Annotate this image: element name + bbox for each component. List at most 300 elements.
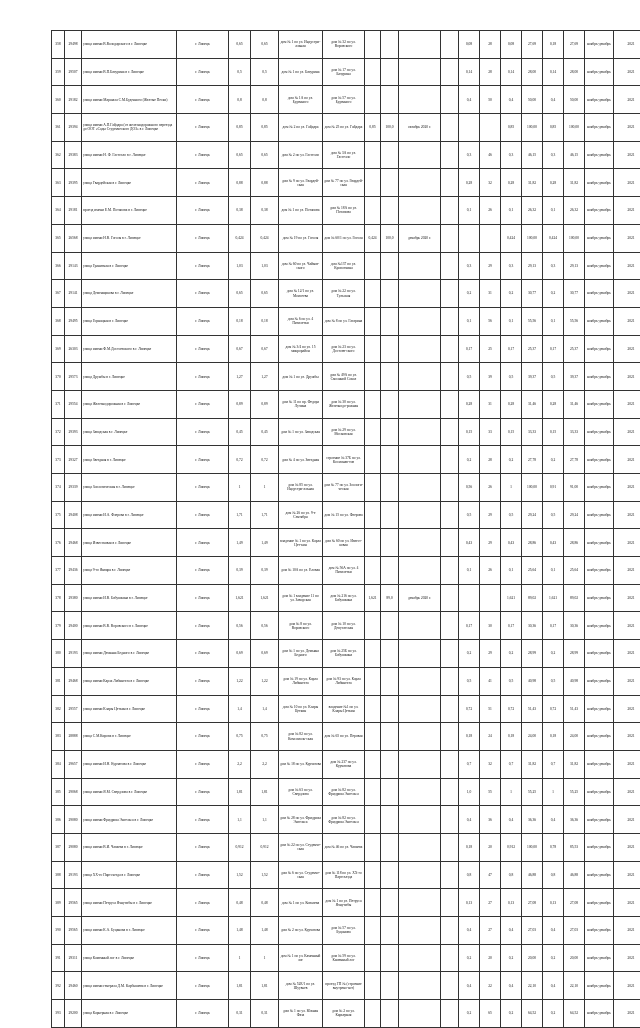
- table-cell: дом № 60 по ул. Чайков-ского: [279, 252, 323, 280]
- table-cell: 1,48: [251, 917, 279, 945]
- table-cell: [381, 750, 399, 778]
- table-cell: 0,3: [543, 252, 564, 280]
- table-cell: [441, 667, 459, 695]
- table-cell: [441, 418, 459, 446]
- table-cell: [381, 363, 399, 391]
- table-cell: 22,10: [564, 972, 585, 1000]
- table-cell: [381, 833, 399, 861]
- table-cell: улица Горнацкая в г. Липецке: [82, 307, 177, 335]
- table-cell: 29143: [65, 252, 82, 280]
- table-cell: [441, 806, 459, 834]
- table-cell: 0,45: [229, 418, 251, 446]
- table-cell: 0,4: [543, 917, 564, 945]
- table-cell: ноябрь-декабрь: [585, 889, 614, 917]
- table-cell: 0,3: [543, 141, 564, 169]
- table-cell: 2021: [614, 750, 640, 778]
- table-cell: 0,7: [543, 750, 564, 778]
- table-cell: 1,1: [251, 806, 279, 834]
- table-cell: 0,38: [251, 197, 279, 225]
- table-cell: дом № 60/1 по ул. Гоголя: [323, 224, 365, 252]
- table-cell: дом № 22 по ул. Студенче-ская: [279, 833, 323, 861]
- table-cell: г. Липецк: [177, 446, 229, 474]
- table-cell: 0,91: [543, 474, 564, 502]
- table-cell: 0,4: [543, 86, 564, 114]
- table-cell: [441, 58, 459, 86]
- table-cell: 359: [52, 58, 65, 86]
- table-cell: дом № 3/4 по ул. 15 микрорайон: [279, 335, 323, 363]
- table-cell: 31,46: [522, 390, 543, 418]
- table-cell: ноябрь-декабрь: [585, 280, 614, 308]
- table-row: [52, 529, 640, 557]
- table-cell: [441, 612, 459, 640]
- table-cell: 0,2: [501, 1000, 522, 1028]
- table-cell: 368: [52, 307, 65, 335]
- table-cell: 0,3: [501, 252, 522, 280]
- table-cell: 2021: [614, 861, 640, 889]
- table-cell: дом № 25Б по ул. Бабушкина: [323, 640, 365, 668]
- table-cell: дом № 8 по ул. Воровского: [279, 612, 323, 640]
- table-cell: 0,13: [501, 889, 522, 917]
- table-cell: 0,89: [251, 390, 279, 418]
- table-cell: 0,69: [251, 640, 279, 668]
- table-cell: 28,99: [564, 640, 585, 668]
- table-cell: 0,424: [229, 224, 251, 252]
- table-cell: 0,43: [459, 529, 480, 557]
- table-cell: 0,5: [543, 363, 564, 391]
- table-cell: 100,0: [381, 114, 399, 142]
- table-cell: дом № 28 по ул. Фридриха Энгельса: [279, 806, 323, 834]
- table-cell: 40,98: [564, 667, 585, 695]
- table-cell: [399, 501, 441, 529]
- table-cell: 0,18: [459, 723, 480, 751]
- table-cell: октябрь 2020 г.: [399, 114, 441, 142]
- table-cell: 0,4: [459, 806, 480, 834]
- table-cell: 364: [52, 197, 65, 225]
- table-row: [52, 861, 640, 889]
- table-cell: [381, 1000, 399, 1028]
- table-cell: ноябрь-декабрь: [585, 944, 614, 972]
- table-cell: [365, 944, 381, 972]
- table-cell: ноябрь-декабрь: [585, 141, 614, 169]
- table-cell: улица С.М.Кирова в г. Липецке: [82, 723, 177, 751]
- table-cell: [365, 889, 381, 917]
- table-cell: 2021: [614, 363, 640, 391]
- table-cell: 0,08: [459, 31, 480, 59]
- table-cell: [365, 723, 381, 751]
- table-cell: [399, 31, 441, 59]
- table-row: [52, 584, 640, 612]
- table-cell: ноябрь-декабрь: [585, 58, 614, 86]
- table-cell: ноябрь-декабрь: [585, 31, 614, 59]
- table-cell: г. Липецк: [177, 335, 229, 363]
- table-cell: 0,56: [251, 612, 279, 640]
- table-cell: 0,1: [543, 197, 564, 225]
- table-cell: 27,69: [564, 31, 585, 59]
- table-cell: 2021: [614, 280, 640, 308]
- table-cell: 29141: [65, 280, 82, 308]
- table-cell: дом № 49А по ул. Смоляной Сокол: [323, 363, 365, 391]
- table-cell: [441, 474, 459, 502]
- table-cell: 0,43: [543, 529, 564, 557]
- table-cell: 26: [480, 197, 501, 225]
- table-cell: 46,15: [564, 141, 585, 169]
- table-row: [52, 723, 640, 751]
- table-cell: 25,37: [522, 335, 543, 363]
- table-cell: дом № 19 по ул. Гоголя: [279, 224, 323, 252]
- table-cell: [381, 335, 399, 363]
- table-cell: [399, 972, 441, 1000]
- table-cell: 378: [52, 584, 65, 612]
- table-cell: 0,2: [459, 640, 480, 668]
- table-row: [52, 335, 640, 363]
- table-row: [52, 224, 640, 252]
- table-cell: 2021: [614, 1000, 640, 1028]
- table-cell: 2021: [614, 695, 640, 723]
- table-cell: дом № 82 по ул. Комсомоль-ская: [279, 723, 323, 751]
- table-cell: [399, 612, 441, 640]
- table-cell: 2021: [614, 723, 640, 751]
- table-cell: 0,4: [501, 972, 522, 1000]
- table-cell: 376: [52, 529, 65, 557]
- table-cell: ноябрь-декабрь: [585, 584, 614, 612]
- table-cell: 0,13: [543, 889, 564, 917]
- table-cell: декабрь 2020 г.: [399, 584, 441, 612]
- table-cell: [399, 1000, 441, 1028]
- table-cell: 25,64: [522, 557, 543, 585]
- table-row: [52, 917, 640, 945]
- table-cell: 1,621: [251, 584, 279, 612]
- table-cell: дом № 6 по ул. 4 Пятилетки: [279, 307, 323, 335]
- table-cell: 56: [480, 307, 501, 335]
- table-cell: улица имени Петруса Ячнутибы в г. Липецке: [82, 889, 177, 917]
- table-cell: 0,08: [501, 31, 522, 59]
- table-cell: 2021: [614, 501, 640, 529]
- table-cell: 29383: [65, 141, 82, 169]
- table-cell: ноябрь-декабрь: [585, 529, 614, 557]
- table-cell: 2021: [614, 141, 640, 169]
- table-cell: 0,5: [459, 667, 480, 695]
- table-cell: 0,17: [543, 335, 564, 363]
- table-cell: 390: [52, 917, 65, 945]
- table-cell: улица имени Ф.М.Достоевского в г. Липецке: [82, 335, 177, 363]
- table-cell: дом № 63 по ул. Свердлова: [279, 778, 323, 806]
- table-cell: [381, 474, 399, 502]
- table-cell: 0,65: [229, 280, 251, 308]
- table-cell: ноябрь-декабрь: [585, 501, 614, 529]
- table-cell: [441, 695, 459, 723]
- table-cell: 29394: [65, 114, 82, 142]
- table-cell: 2021: [614, 529, 640, 557]
- table-cell: 24: [480, 723, 501, 751]
- table-cell: [441, 446, 459, 474]
- table-cell: дом № 216 по ул. Бабушкина: [323, 584, 365, 612]
- table-cell: дом № 237 по ул. Курчатова: [323, 750, 365, 778]
- table-cell: дом № 1 по ул. Демьяна Бедного: [279, 640, 323, 668]
- table-cell: 0,15: [543, 418, 564, 446]
- table-row: [52, 750, 640, 778]
- table-cell: дом № 1 по ул. Каменный лог: [279, 944, 323, 972]
- table-cell: улица имени В.И. Чапаева в г. Липецке: [82, 833, 177, 861]
- table-cell: 0,18: [501, 723, 522, 751]
- table-cell: ноябрь-декабрь: [585, 114, 614, 142]
- table-cell: 0,85: [251, 114, 279, 142]
- table-cell: 1,52: [229, 861, 251, 889]
- table-cell: 0,4: [459, 917, 480, 945]
- table-cell: 41: [480, 667, 501, 695]
- table-cell: 25,64: [564, 557, 585, 585]
- table-cell: 2021: [614, 972, 640, 1000]
- table-cell: 29393: [65, 418, 82, 446]
- table-cell: 1,03: [229, 252, 251, 280]
- table-cell: улица имени Карла Либкнехта в г. Липецке: [82, 667, 177, 695]
- table-cell: 2021: [614, 224, 640, 252]
- table-cell: 26,32: [522, 197, 543, 225]
- table-cell: 1: [543, 778, 564, 806]
- table-cell: [399, 944, 441, 972]
- table-cell: [399, 280, 441, 308]
- table-cell: [399, 252, 441, 280]
- table-cell: 393: [52, 1000, 65, 1028]
- table-cell: 0,17: [501, 612, 522, 640]
- table-cell: 2021: [614, 640, 640, 668]
- table-cell: 0,78: [543, 833, 564, 861]
- table-cell: 24,00: [522, 723, 543, 751]
- table-cell: 30,36: [522, 612, 543, 640]
- table-row: [52, 169, 640, 197]
- table-cell: 29,13: [564, 252, 585, 280]
- table-cell: дом № 12/1 по ул. Моисеева: [279, 280, 323, 308]
- table-cell: [441, 169, 459, 197]
- table-cell: 0,1: [459, 197, 480, 225]
- table-cell: [381, 640, 399, 668]
- table-cell: 32: [480, 750, 501, 778]
- table-cell: [480, 224, 501, 252]
- table-row: [52, 307, 640, 335]
- table-cell: 365: [52, 224, 65, 252]
- table-cell: 0,65: [251, 280, 279, 308]
- table-cell: улица XX-го Партсъезда в г. Липецке: [82, 861, 177, 889]
- table-cell: 27: [480, 889, 501, 917]
- table-cell: г. Липецк: [177, 1000, 229, 1028]
- table-cell: ноябрь-декабрь: [585, 224, 614, 252]
- table-cell: 1: [251, 474, 279, 502]
- table-cell: [441, 141, 459, 169]
- table-cell: 0,2: [459, 1000, 480, 1028]
- table-cell: 46,88: [564, 861, 585, 889]
- table-cell: г. Липецк: [177, 224, 229, 252]
- table-cell: дом № 1 по ул. Бачурина: [279, 58, 323, 86]
- table-cell: 0,13: [459, 889, 480, 917]
- table-cell: дом № 118 по ул. XX-го Партсъезда: [323, 861, 365, 889]
- table-cell: [399, 695, 441, 723]
- table-cell: 51,43: [522, 695, 543, 723]
- table-cell: 27,69: [522, 31, 543, 59]
- table-cell: 2021: [614, 418, 640, 446]
- table-cell: 0,5: [229, 58, 251, 86]
- table-cell: 371: [52, 390, 65, 418]
- table-cell: 391: [52, 944, 65, 972]
- table-cell: г. Липецк: [177, 972, 229, 1000]
- table-cell: [441, 307, 459, 335]
- table-cell: [381, 252, 399, 280]
- table-cell: ноябрь-декабрь: [585, 640, 614, 668]
- table-cell: улица имени Демьяна Бедного в г. Липецке: [82, 640, 177, 668]
- table-cell: 89,02: [564, 584, 585, 612]
- table-cell: 29339: [65, 474, 82, 502]
- table-cell: [381, 197, 399, 225]
- table-cell: г. Липецк: [177, 612, 229, 640]
- table-cell: владение № 1 по ул. Карла Цет-кин: [279, 529, 323, 557]
- table-cell: [365, 640, 381, 668]
- table-cell: г. Липецк: [177, 390, 229, 418]
- table-cell: [365, 612, 381, 640]
- table-cell: [381, 695, 399, 723]
- table-cell: 0,18: [543, 31, 564, 59]
- table-cell: 2021: [614, 252, 640, 280]
- table-cell: улица имени И.А. Флерова в г. Липецке: [82, 501, 177, 529]
- table-cell: 2021: [614, 889, 640, 917]
- table-cell: [381, 889, 399, 917]
- table-cell: 0,67: [251, 335, 279, 363]
- table-cell: 1,48: [229, 917, 251, 945]
- table-cell: 2021: [614, 833, 640, 861]
- table-cell: 1,27: [251, 363, 279, 391]
- table-cell: 29657: [65, 750, 82, 778]
- table-cell: дом № 59 по ул. Каменный лог: [323, 944, 365, 972]
- table-cell: [381, 169, 399, 197]
- table-cell: 100,00: [564, 224, 585, 252]
- table-cell: 64,52: [564, 1000, 585, 1028]
- table-cell: 0,1: [501, 307, 522, 335]
- table-cell: [399, 307, 441, 335]
- table-cell: 0,912: [501, 833, 522, 861]
- table-cell: 0,4: [543, 806, 564, 834]
- table-row: [52, 557, 640, 585]
- table-cell: г. Липецк: [177, 252, 229, 280]
- table-cell: 0,2: [543, 1000, 564, 1028]
- table-cell: 0,2: [543, 944, 564, 972]
- table-cell: 367: [52, 280, 65, 308]
- table-row: [52, 778, 640, 806]
- table-cell: дом № 15 по ул. Флерова: [323, 501, 365, 529]
- table-cell: ноябрь-декабрь: [585, 806, 614, 834]
- table-cell: 0,18: [229, 307, 251, 335]
- table-cell: 0,75: [251, 723, 279, 751]
- table-cell: 51: [480, 695, 501, 723]
- table-cell: дом № 9 по ул. Гвардей-ская: [279, 169, 323, 197]
- table-cell: 27,08: [522, 889, 543, 917]
- table-cell: 377: [52, 557, 65, 585]
- table-cell: 100,00: [522, 833, 543, 861]
- table-cell: дом № 77 по ул. Зоологи-ческая: [323, 474, 365, 502]
- table-cell: 370: [52, 363, 65, 391]
- table-cell: [381, 972, 399, 1000]
- table-cell: 29: [480, 529, 501, 557]
- table-cell: [480, 114, 501, 142]
- table-cell: 2021: [614, 667, 640, 695]
- table-cell: 1,621: [543, 584, 564, 612]
- table-cell: ноябрь-декабрь: [585, 86, 614, 114]
- table-cell: [441, 584, 459, 612]
- table-cell: 0,5: [501, 501, 522, 529]
- table-cell: улица Карьерная в г. Липецке: [82, 1000, 177, 1028]
- table-cell: 29460: [65, 972, 82, 1000]
- table-cell: [441, 529, 459, 557]
- table-cell: дом № 8 по ул. Гагарина: [323, 307, 365, 335]
- table-cell: 91,00: [564, 474, 585, 502]
- table-cell: 0,17: [459, 612, 480, 640]
- table-cell: 380: [52, 640, 65, 668]
- table-row: [52, 695, 640, 723]
- table-cell: 29: [480, 640, 501, 668]
- table-cell: 50,00: [522, 86, 543, 114]
- table-cell: 0,4: [501, 806, 522, 834]
- table-cell: улица Зоологическая в г. Липецке: [82, 474, 177, 502]
- table-cell: 0,48: [229, 889, 251, 917]
- table-cell: 0,8: [459, 861, 480, 889]
- table-cell: 26: [480, 474, 501, 502]
- table-cell: 27,03: [522, 917, 543, 945]
- table-cell: ноябрь-декабрь: [585, 390, 614, 418]
- table-cell: 29498: [65, 31, 82, 59]
- table-row: [52, 86, 640, 114]
- table-cell: ноябрь-декабрь: [585, 307, 614, 335]
- table-cell: 55,56: [522, 307, 543, 335]
- table-cell: [441, 778, 459, 806]
- table-row: [52, 252, 640, 280]
- table-cell: 0,65: [229, 141, 251, 169]
- table-cell: 0,1: [501, 557, 522, 585]
- table-cell: [441, 390, 459, 418]
- table-cell: 0,1: [543, 307, 564, 335]
- table-cell: 0,1: [543, 557, 564, 585]
- table-cell: 30,77: [522, 280, 543, 308]
- table-cell: 51,43: [564, 695, 585, 723]
- table-cell: 50,00: [564, 86, 585, 114]
- table-cell: 27: [480, 917, 501, 945]
- table-cell: [365, 197, 381, 225]
- table-cell: 55,56: [564, 307, 585, 335]
- table-cell: 0,65: [229, 31, 251, 59]
- table-cell: 382: [52, 695, 65, 723]
- table-cell: 392: [52, 972, 65, 1000]
- table-cell: 0,85: [543, 114, 564, 142]
- table-cell: ноябрь-декабрь: [585, 833, 614, 861]
- table-cell: [365, 307, 381, 335]
- table-cell: дом № 1А по ул. Буденного: [279, 86, 323, 114]
- table-cell: 22: [480, 972, 501, 1000]
- table-cell: [365, 833, 381, 861]
- table-cell: [399, 58, 441, 86]
- table-row: [52, 944, 640, 972]
- table-cell: г. Липецк: [177, 667, 229, 695]
- table-cell: 1,71: [251, 501, 279, 529]
- table-cell: 0,39: [251, 557, 279, 585]
- table-cell: 25,37: [564, 335, 585, 363]
- table-row: [52, 197, 640, 225]
- table-cell: 2021: [614, 917, 640, 945]
- table-cell: [441, 750, 459, 778]
- table-cell: улица Заводская в г. Липецке: [82, 418, 177, 446]
- table-cell: улица Гранитная в г. Липецке: [82, 252, 177, 280]
- table-cell: ноябрь-декабрь: [585, 557, 614, 585]
- table-cell: 1: [501, 778, 522, 806]
- table-cell: 0,28: [459, 390, 480, 418]
- table-cell: 29080: [65, 806, 82, 834]
- table-cell: 0,18: [459, 833, 480, 861]
- table-cell: улица имени генерала Д.М. Карбышева в г. Липецке: [82, 972, 177, 1000]
- table-cell: 26568: [65, 224, 82, 252]
